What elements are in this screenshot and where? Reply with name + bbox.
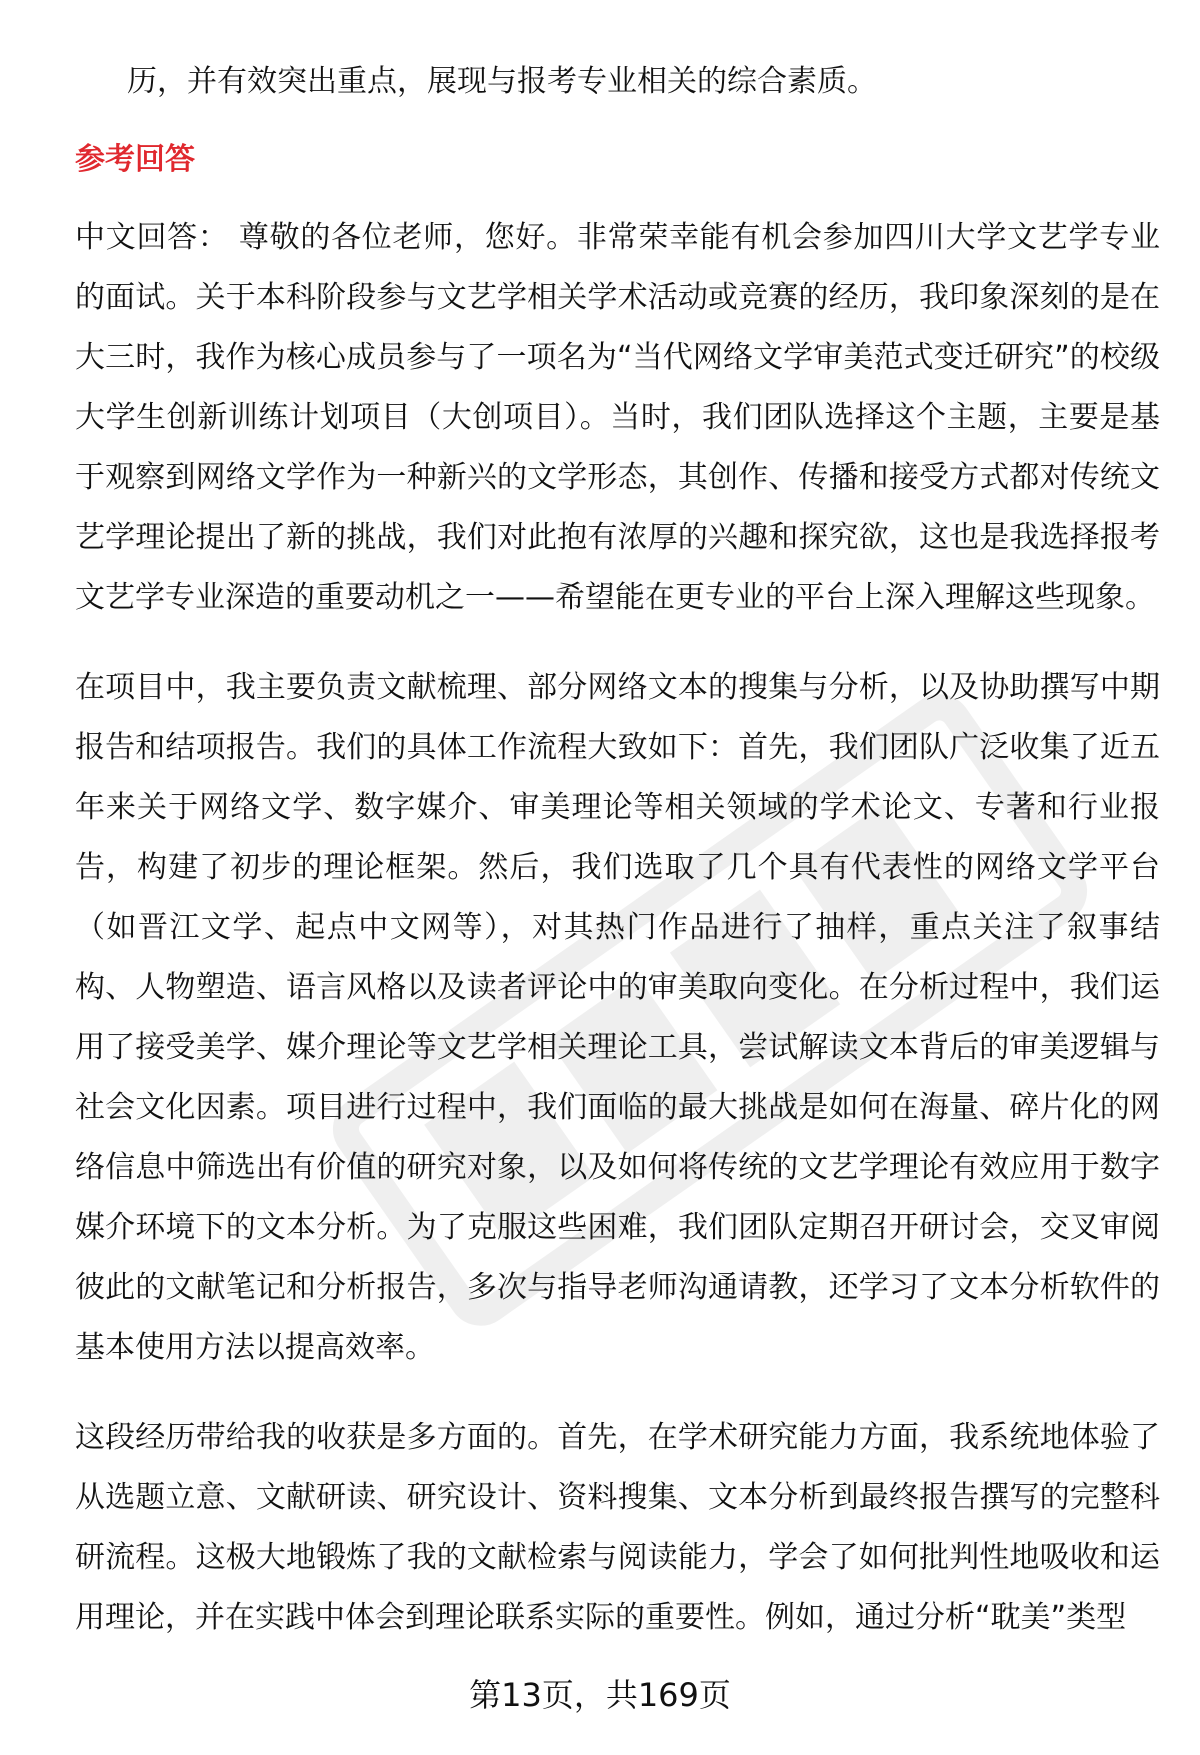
answer-paragraph-2: 在项目中，我主要负责文献梳理、部分网络文本的搜集与分析，以及协助撰写中期报告和结项报告。我们的具体工作流程大致如下：首先，我们团队广泛收集了近五年来关于网络文学、数字媒介、审美理论等相关领域的学术论文、专著和行业报告，构建了初步的理论框架。然后，我们选取了几个具有代表性的网络文学平台（如晋江文学、起点中文网等），对其热门作品进行了抽样，重点关注了叙事结构、人物塑造、语言风格以及读者评论中的审美取向变化。在分析过程中，我们运用了接受美学、媒介理论等文艺学相关理论工具，尝试解读文本背后的审美逻辑与社会文化因素。项目进行过程中，我们面临的最大挑战是如何在海量、碎片化的网络信息中筛选出有价值的研究对象，以及如何将传统的文艺学理论有效应用于数字媒介环境下的文本分析。为了克服这些困难，我们团队定期召开研讨会，交叉审阅彼此的文献笔记和分析报告，多次与指导老师沟通请教，还学习了文本分析软件的基本使用方法以提高效率。 xyxy=(75,670,1160,1365)
intro-continuation-line: 历，并有效突出重点，展现与报考专业相关的综合素质。 xyxy=(127,64,877,99)
main-content xyxy=(75,52,1160,1678)
section-heading: 参考回答 xyxy=(75,142,195,177)
answer-paragraph-1: 中文回答： 尊敬的各位老师，您好。非常荣幸能有机会参加四川大学文艺学专业的面试。关于本科阶段参与文艺学相关学术活动或竞赛的经历，我印象深刻的是在大三时，我作为核心成员参与了一项名为“当代网络文学审美范式变迁研究”的校级大学生创新训练计划项目（大创项目）。当时，我们团队选择这个主题，主要是基于观察到网络文学作为一种新兴的文学形态，其创作、传播和接受方式都对传统文艺学理论提出了新的挑战，我们对此抱有浓厚的兴趣和探究欲，这也是我选择报考文艺学专业深造的重要动机之一——希望能在更专业的平台上深入理解这些现象。 xyxy=(75,220,1160,615)
answer-paragraph-3: 这段经历带给我的收获是多方面的。首先，在学术研究能力方面，我系统地体验了从选题立意、文献研读、研究设计、资料搜集、文本分析到最终报告撰写的完整科研流程。这极大地锻炼了我的文献检索与阅读能力，学会了如何批判性地吸收和运用理论，并在实践中体会到理论联系实际的重要性。例如，通过分析“耽美”类型 xyxy=(75,1420,1160,1635)
page-number-footer: 第13页，共169页 xyxy=(469,1676,731,1714)
